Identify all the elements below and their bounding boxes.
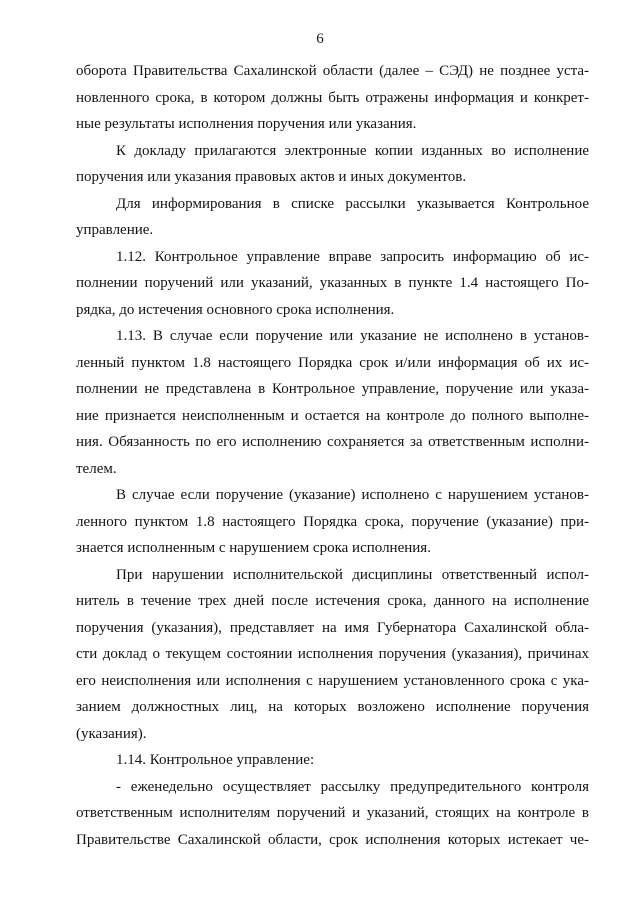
paragraph — [76, 191, 589, 244]
text-line: Правительстве Сахалинской области, срок исполнения которых истекает че- — [76, 831, 589, 848]
text-line: ленный пунктом 1.8 настоящего Порядка срок и/или информация об их ис- — [76, 354, 589, 371]
text-line: занием должностных лиц, на которых возложено исполнение поручения — [76, 699, 589, 715]
text-line: знается исполненным с нарушением срока исполнения. — [76, 540, 431, 556]
text-line: ные результаты исполнения поручения или указания. — [76, 116, 417, 132]
text-line: 1.12. Контрольное управление вправе запросить информацию об ис- — [116, 248, 589, 265]
text-line: В случае если поручение (указание) исполнено с нарушением установ- — [116, 487, 589, 503]
text-line: ния. Обязанность по его исполнению сохраняется за ответственным исполни- — [76, 434, 589, 450]
text-line: ние признается неисполненным и остается на контроле до полного выполне- — [76, 407, 589, 424]
paragraph — [76, 747, 589, 774]
paragraph — [76, 323, 589, 482]
text-line: поручения или указания правовых актов и иных документов. — [76, 169, 467, 185]
text-line: ответственным исполнителям поручений и указаний, стоящих на контроле в — [76, 805, 589, 821]
text-line: нитель в течение трех дней после истечения срока, данного на исполнение — [76, 593, 589, 609]
paragraph — [76, 562, 589, 748]
paragraph — [76, 58, 589, 138]
text-line: оборота Правительства Сахалинской области (далее – СЭД) не позднее уста- — [76, 63, 589, 79]
page-number: 6 — [316, 31, 324, 47]
text-line: рядка, до истечения основного срока исполнения. — [76, 301, 395, 318]
text-line: поручения (указания), представляет на имя Губернатора Сахалинской обла- — [76, 619, 589, 636]
paragraph — [76, 482, 589, 562]
text-line: его неисполнения или исполнения с нарушением установленного срока с ука- — [76, 672, 589, 689]
paragraph — [76, 774, 589, 854]
text-line: При нарушении исполнительской дисциплины ответственный испол- — [116, 566, 589, 583]
text-line: 1.14. Контрольное управление: — [116, 752, 315, 768]
paragraph — [76, 138, 589, 191]
text-line: полнении не представлена в Контрольное управление, поручение или указа- — [76, 381, 589, 397]
text-line: сти доклад о текущем состоянии исполнения поручения (указания), причинах — [76, 646, 589, 662]
text-line: 1.13. В случае если поручение или указание не исполнено в установ- — [116, 328, 589, 344]
text-line: К докладу прилагаются электронные копии изданных во исполнение — [116, 142, 589, 159]
paragraph — [76, 244, 589, 324]
document-body — [76, 58, 589, 853]
text-line: новленного срока, в котором должны быть отражены информация и конкрет- — [76, 89, 589, 106]
text-line: Для информирования в списке рассылки указывается Контрольное — [116, 195, 589, 212]
text-line: полнении поручений или указаний, указанных в пункте 1.4 настоящего По- — [76, 275, 589, 291]
text-line: телем. — [76, 460, 117, 477]
text-line: - еженедельно осуществляет рассылку предупредительного контроля — [116, 778, 589, 795]
text-line: (указания). — [76, 725, 147, 742]
text-line: ленного пунктом 1.8 настоящего Порядка срока, поручение (указание) при- — [76, 513, 589, 530]
text-line: управление. — [76, 222, 154, 238]
